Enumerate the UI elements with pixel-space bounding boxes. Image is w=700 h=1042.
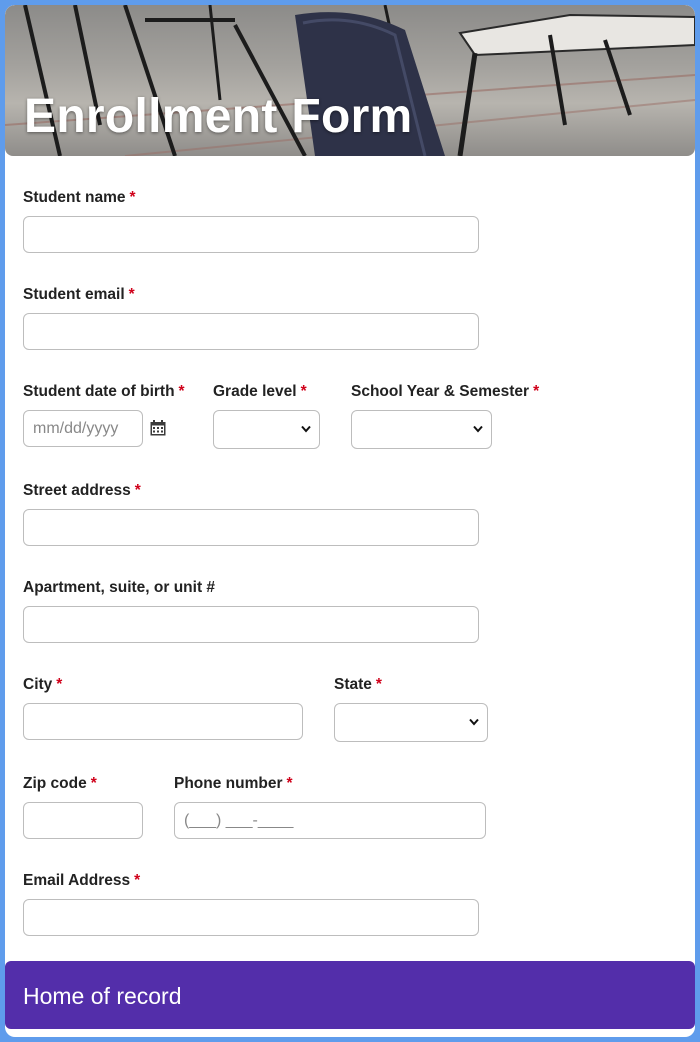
city-input[interactable] xyxy=(23,703,303,740)
zip-code-label-text: Zip code xyxy=(23,775,87,792)
state-select[interactable] xyxy=(334,703,488,742)
required-mark: * xyxy=(375,676,382,693)
required-mark: * xyxy=(300,383,307,400)
email-address-input[interactable] xyxy=(23,899,479,936)
required-mark: * xyxy=(129,189,136,206)
calendar-icon[interactable] xyxy=(150,420,166,436)
page-title: Enrollment Form xyxy=(24,90,413,143)
required-mark: * xyxy=(533,383,540,400)
school-year-select[interactable] xyxy=(351,410,492,449)
zip-code-input[interactable] xyxy=(23,802,143,839)
required-mark: * xyxy=(134,482,141,499)
grade-level-label-text: Grade level xyxy=(213,383,297,400)
dob-label-text: Student date of birth xyxy=(23,383,175,400)
email-address-label-text: Email Address xyxy=(23,872,131,889)
form-card xyxy=(5,5,695,1037)
required-mark: * xyxy=(178,383,185,400)
student-email-label xyxy=(23,286,135,304)
grade-level-label xyxy=(213,383,307,401)
required-mark: * xyxy=(90,775,97,792)
student-name-input[interactable] xyxy=(23,216,479,253)
required-mark: * xyxy=(56,676,63,693)
apartment-input[interactable] xyxy=(23,606,479,643)
student-name-label-text: Student name xyxy=(23,189,126,206)
section-title: Home of record xyxy=(23,983,182,1009)
dob-input[interactable]: mm/dd/yyyy xyxy=(23,410,143,447)
street-address-input[interactable] xyxy=(23,509,479,546)
required-mark: * xyxy=(128,286,135,303)
required-mark: * xyxy=(134,872,141,889)
chevron-down-icon xyxy=(469,718,479,726)
zip-code-label xyxy=(23,775,97,793)
student-name-label xyxy=(23,189,136,207)
school-year-label-text: School Year & Semester xyxy=(351,383,530,400)
state-label xyxy=(334,676,382,694)
student-email-label-text: Student email xyxy=(23,286,125,303)
street-address-label xyxy=(23,482,141,500)
student-email-input[interactable] xyxy=(23,313,479,350)
email-address-label xyxy=(23,872,140,890)
phone-number-label xyxy=(174,775,293,793)
city-label-text: City xyxy=(23,676,53,693)
apartment-label xyxy=(23,579,215,597)
grade-level-select[interactable] xyxy=(213,410,320,449)
phone-number-input[interactable]: (___) ___-____ xyxy=(174,802,486,839)
section-header xyxy=(5,961,695,1029)
state-label-text: State xyxy=(334,676,372,693)
required-mark: * xyxy=(286,775,293,792)
phone-number-label-text: Phone number xyxy=(174,775,283,792)
dob-label xyxy=(23,383,185,401)
city-label xyxy=(23,676,62,694)
chevron-down-icon xyxy=(301,425,311,433)
street-address-label-text: Street address xyxy=(23,482,131,499)
apartment-label-text: Apartment, suite, or unit # xyxy=(23,579,216,596)
header-banner xyxy=(5,5,695,156)
school-year-label xyxy=(351,383,539,401)
chevron-down-icon xyxy=(473,425,483,433)
